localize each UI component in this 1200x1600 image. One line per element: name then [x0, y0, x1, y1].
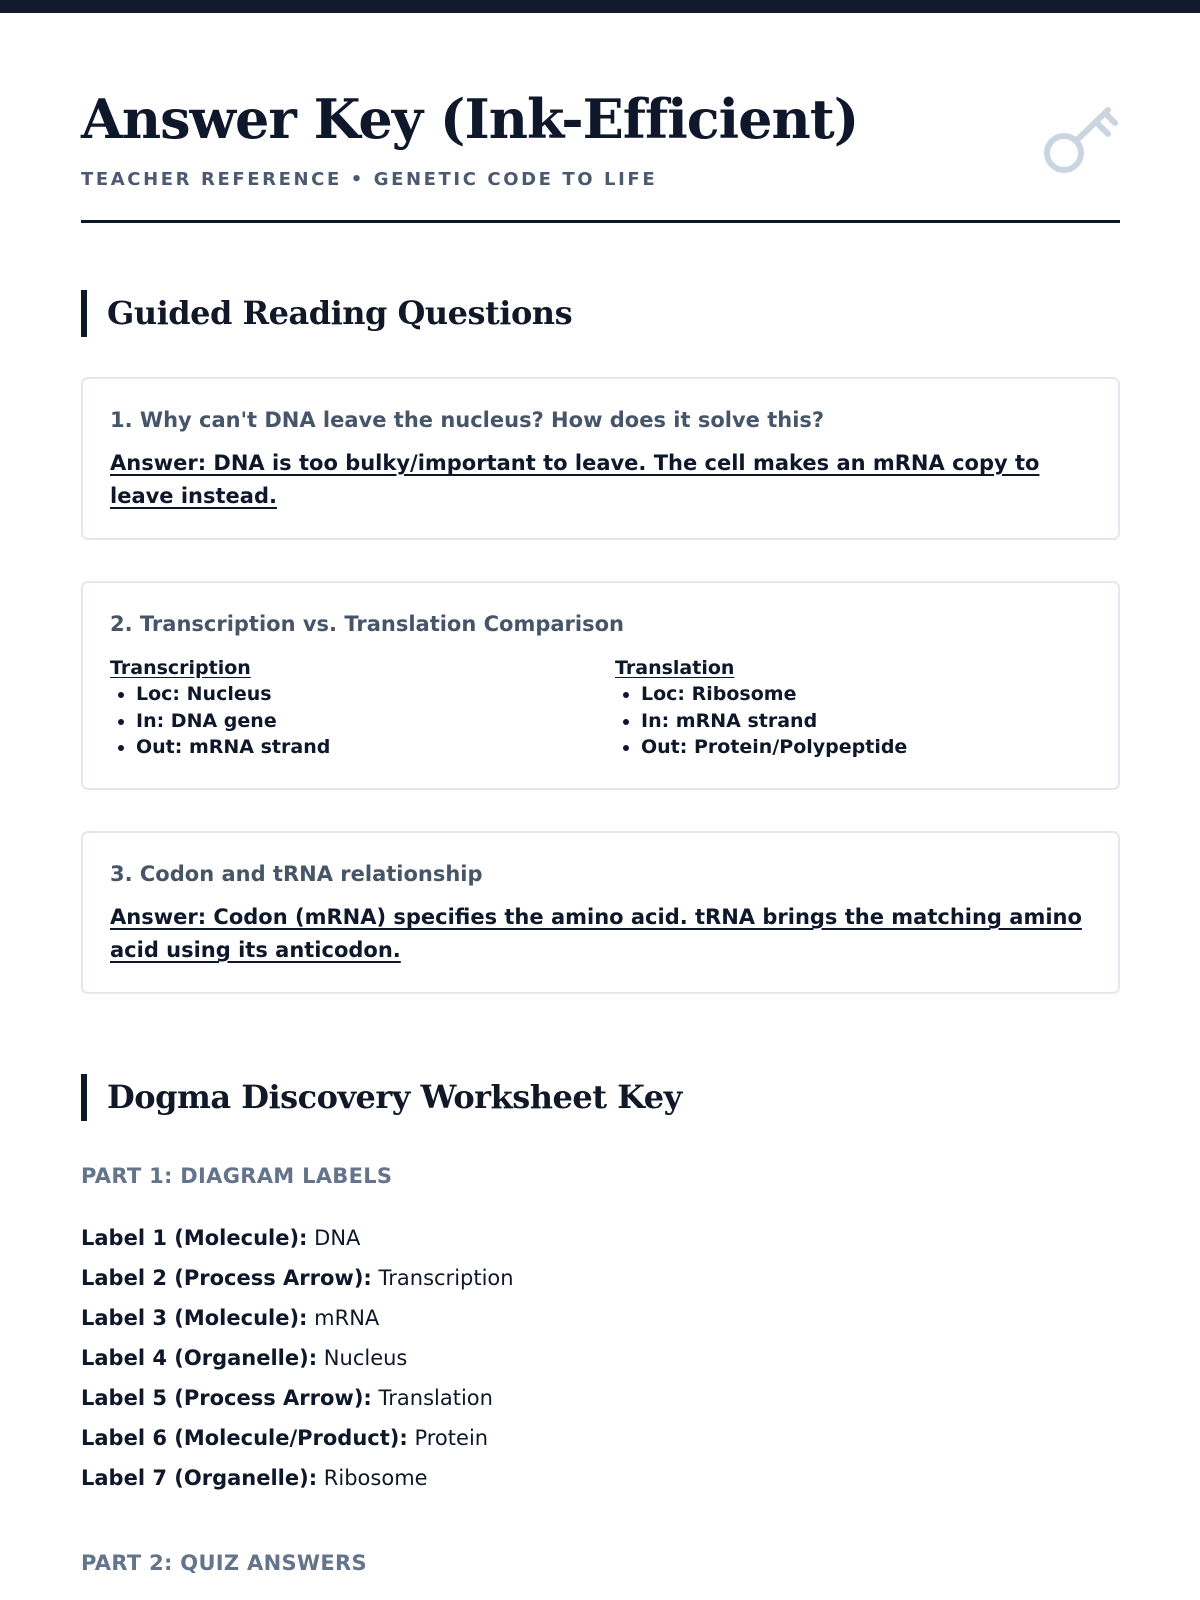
- list-item: • Loc: Ribosome: [641, 681, 907, 708]
- list-item: • In: DNA gene: [136, 708, 330, 735]
- answer-key-page: [81, 0, 1120, 1575]
- part-1-title: PART 1: DIAGRAM LABELS: [81, 1164, 393, 1188]
- label-name: Label 4 (Organelle):: [81, 1346, 318, 1370]
- label-name: Label 1 (Molecule):: [81, 1226, 308, 1250]
- page-header: [81, 0, 1120, 223]
- label-value: mRNA: [314, 1306, 380, 1330]
- translation-heading: Translation: [615, 657, 735, 679]
- heading-accent-bar: [81, 1074, 87, 1121]
- label-value: Transcription: [378, 1266, 514, 1290]
- question-3-title: 3. Codon and tRNA relationship: [110, 862, 483, 886]
- list-item: [81, 1338, 514, 1378]
- translation-list: [615, 681, 907, 761]
- label-name: Label 5 (Process Arrow):: [81, 1386, 372, 1410]
- list-item: [81, 1298, 514, 1338]
- question-card-3: [81, 831, 1120, 994]
- label-value: Nucleus: [323, 1346, 408, 1370]
- page-subtitle: TEACHER REFERENCE • GENETIC CODE TO LIFE: [81, 169, 658, 190]
- worksheet-title: Dogma Discovery Worksheet Key: [107, 1078, 682, 1116]
- list-item: • Out: mRNA strand: [136, 734, 330, 761]
- label-value: DNA: [314, 1226, 361, 1250]
- question-card-1: [81, 377, 1120, 540]
- question-2-title: 2. Transcription vs. Translation Comparison: [110, 612, 624, 636]
- list-item: • Loc: Nucleus: [136, 681, 330, 708]
- list-item: • Out: Protein/Polypeptide: [641, 734, 907, 761]
- label-value: Translation: [378, 1386, 493, 1410]
- translation-column: [615, 655, 907, 761]
- question-3-answer: Answer: Codon (mRNA) specifies the amino acid. tRNA brings the matching amino acid using its anticodon.: [110, 905, 1082, 962]
- label-name: Label 2 (Process Arrow):: [81, 1266, 372, 1290]
- list-item: [81, 1378, 514, 1418]
- question-1-title: 1. Why can't DNA leave the nucleus? How does it solve this?: [110, 408, 825, 432]
- list-item: [81, 1258, 514, 1298]
- heading-accent-bar: [81, 290, 87, 337]
- page-title: Answer Key (Ink-Efficient): [81, 87, 859, 151]
- list-item: [81, 1458, 514, 1498]
- label-value: Ribosome: [323, 1466, 428, 1490]
- list-item: [81, 1418, 514, 1458]
- guided-reading-title: Guided Reading Questions: [107, 294, 573, 332]
- transcription-heading: Transcription: [110, 657, 251, 679]
- diagram-label-list: [81, 1218, 514, 1498]
- transcription-list: [110, 681, 330, 761]
- transcription-column: [110, 655, 330, 761]
- list-item: [81, 1218, 514, 1258]
- key-icon: [1040, 103, 1120, 183]
- worksheet-heading: [81, 1074, 1120, 1122]
- list-item: • In: mRNA strand: [641, 708, 907, 735]
- question-card-2: [81, 581, 1120, 790]
- label-value: Protein: [414, 1426, 489, 1450]
- question-1-answer: Answer: DNA is too bulky/important to leave. The cell makes an mRNA copy to leave instead.: [110, 451, 1040, 508]
- guided-reading-heading: [81, 290, 1120, 338]
- label-name: Label 3 (Molecule):: [81, 1306, 308, 1330]
- label-name: Label 7 (Organelle):: [81, 1466, 318, 1490]
- part-2-title: PART 2: QUIZ ANSWERS: [81, 1551, 367, 1575]
- label-name: Label 6 (Molecule/Product):: [81, 1426, 408, 1450]
